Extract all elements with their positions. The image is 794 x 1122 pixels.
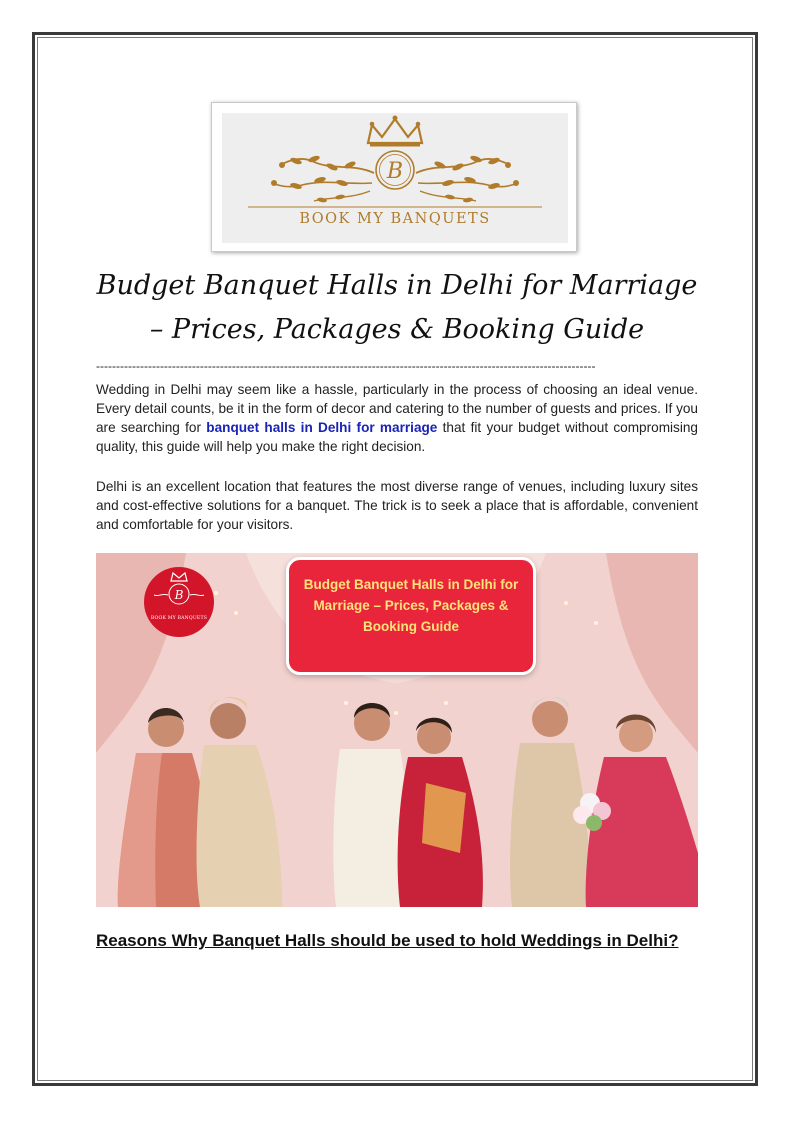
section-heading: Reasons Why Banquet Halls should be used to hold Weddings in Delhi? bbox=[96, 931, 679, 950]
intro-text-after-link: that fit your budget without compromising quality, this guide will help you make the right decision. bbox=[96, 420, 698, 454]
logo-brand-name: BOOK MY BANQUETS bbox=[299, 211, 491, 227]
badge-monogram: B bbox=[174, 588, 184, 602]
page-title-line-1: Budget Banquet Halls in Delhi for Marriage bbox=[96, 270, 698, 301]
banner-title-text: Budget Banquet Halls in Delhi for Marriage – Prices, Packages & Booking Guide bbox=[303, 577, 519, 634]
intro-paragraph-2: Delhi is an excellent location that features the most diverse range of venues, including luxury sites and cost-effective solutions for a banquet. The trick is to seek a place that is affordable, convenient and comfortable for your visitors. bbox=[96, 479, 698, 532]
hero-banner-image bbox=[96, 553, 698, 907]
banner-logo-badge bbox=[144, 567, 214, 637]
page-title-line-2: – Prices, Packages & Booking Guide bbox=[149, 314, 645, 345]
badge-brand-name: BOOK MY BANQUETS bbox=[150, 616, 208, 621]
intro-text-before-link: Wedding in Delhi may seem like a hassle, particularly in the process of choosing an ideal venue. Every detail counts, be it in the form of decor and catering to the number of guests and prices. If you are searching for bbox=[96, 382, 698, 435]
banner-title-sign bbox=[286, 557, 536, 675]
crown-emblem-icon bbox=[144, 567, 214, 637]
banquet-halls-link[interactable]: banquet halls in Delhi for marriage bbox=[206, 420, 438, 435]
logo-monogram: B bbox=[386, 159, 404, 184]
logo bbox=[222, 113, 568, 243]
dashed-divider: ----------------------------------------------------------------------------------------------------------------------------- bbox=[96, 359, 596, 373]
logo-frame bbox=[211, 102, 577, 252]
intro-paragraph-1 bbox=[96, 380, 698, 456]
